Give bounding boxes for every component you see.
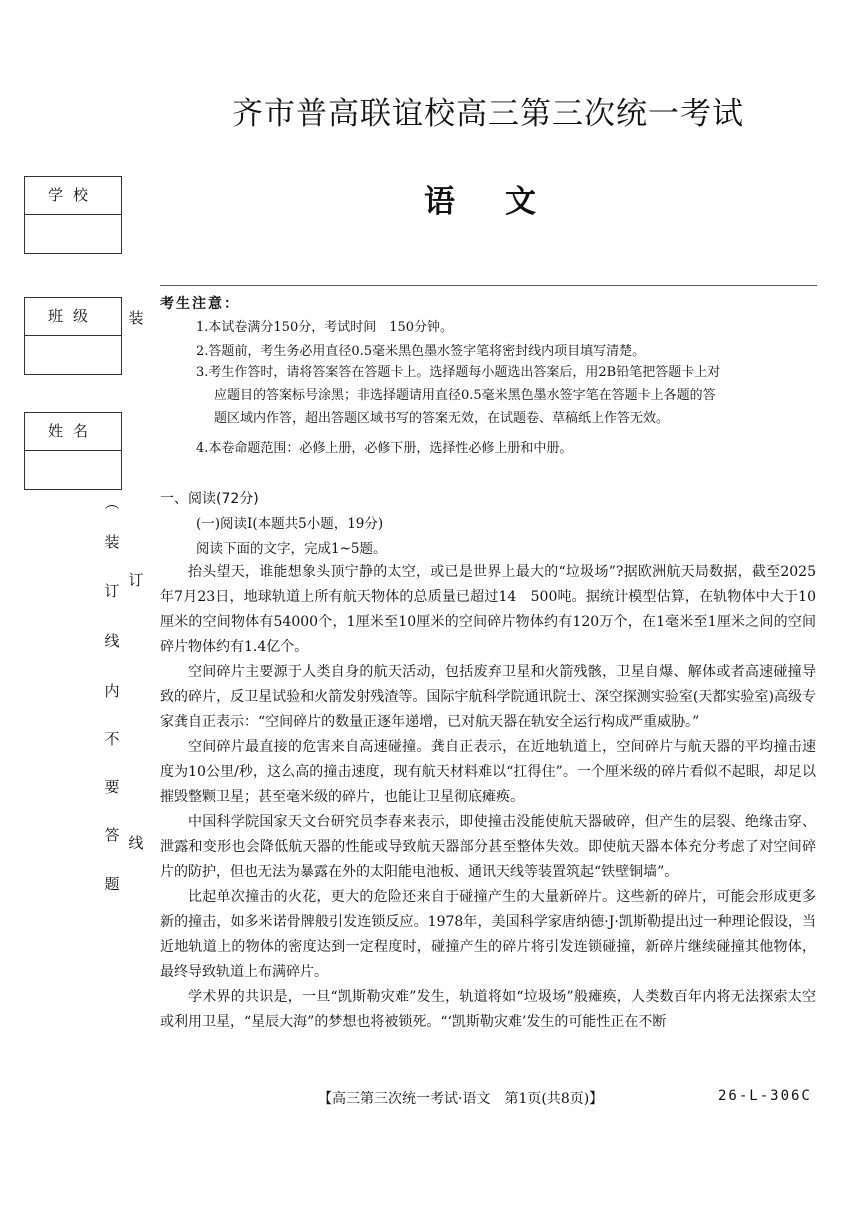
passage-paragraph: 空间碎片最直接的危害来自高速碰撞。龚自正表示，在近地轨道上，空间碎片与航天器的平均撞击速度为10公里/秒，这么高的撞击速度，现有航天材料难以“扛得住”。一个厘米级的碎片看似不起眼，却足以摧毁整颗卫星；甚至毫米级的碎片，也能让卫星彻底瘫痪。 [160,739,816,805]
passage-paragraph: 比起单次撞击的火花，更大的危险还来自于碰撞产生的大量新碎片。这些新的碎片，可能会形成更多新的撞击，如多米诺骨牌般引发连锁反应。1978年，美国科学家唐纳德·J·凯斯勒提出过一种理论假设，当近地轨道上的物体的密度达到一定程度时，碰撞产生的碎片将引发连锁碰撞，新碎片继续碰撞其他物体，最终导致轨道上布满碎片。 [160,889,816,980]
class-field[interactable] [25,336,121,374]
exam-title: 齐市普高联谊校高三第三次统一考试 [232,96,744,132]
paper-code: 26-L-306C [718,1088,812,1104]
subject-title: 语文 [424,184,586,220]
school-label: 学校 [25,177,121,215]
notice-item-1: 1.本试卷满分150分，考试时间 150分钟。 [196,320,454,335]
warning-char: 题 [104,875,120,893]
reading-passage [160,560,816,1035]
reading-instruction: 阅读下面的文字，完成1~5题。 [196,541,387,557]
warning-char: 线 [104,632,120,650]
warning-char: 答 [104,826,120,844]
passage-paragraph: 空间碎片主要源于人类自身的航天活动，包括废弃卫星和火箭残骸，卫星自爆、解体或者高速碰撞导致的碎片，反卫星试验和火箭发射残渣等。国际宇航科学院通讯院士、深空探测实验室(天都实验室)高级专家龚自正表示：“空间碎片的数量正逐年递增，已对航天器在轨安全运行构成严重威胁。” [160,664,816,730]
passage-paragraph: 中国科学院国家天文台研究员李春来表示，即使撞击没能使航天器破碎，但产生的层裂、绝缘击穿、泄露和变形也会降低航天器的性能或导致航天器部分甚至整体失效。即使航天器本体充分考虑了对空间碎片的防护，但也无法为暴露在外的太阳能电池板、通讯天线等装置筑起“铁壁铜墙”。 [160,814,816,880]
notice-item-3-cont: 题区域内作答，超出答题区域书写的答案无效，在试题卷、草稿纸上作答无效。 [214,411,670,426]
warning-char: 订 [104,582,120,600]
passage-paragraph: 学术界的共识是，一旦“凯斯勒灾难”发生，轨道将如“垃圾场”般瘫痪，人类数百年内将无法探索太空或利用卫星，“星辰大海”的梦想也将被锁死。“‘凯斯勒灾难’发生的可能性正在不断 [160,989,816,1030]
header-divider [160,285,817,286]
section-heading: 一、阅读(72分) [160,491,259,507]
subsection-heading: (一)阅读Ⅰ(本题共5小题，19分) [196,516,384,532]
notice-item-3-cont: 应题目的答案标号涂黑；非选择题请用直径0.5毫米黑色墨水签字笔在答题卡上各题的答 [214,388,716,403]
name-box [24,412,122,490]
name-field[interactable] [25,451,121,489]
notice-item-3: 3.考生作答时，请将答案答在答题卡上。选择题每小题选出答案后，用2B铅笔把答题卡上对 [196,365,721,380]
class-label: 班级 [25,298,121,336]
name-label: 姓名 [25,413,121,451]
warning-char: 内 [104,682,120,700]
binding-word-zhuang: 装 [128,309,144,327]
class-box [24,297,122,375]
school-box [24,176,122,254]
warning-char: ︵ [104,494,120,512]
warning-char: 装 [104,533,120,551]
school-field[interactable] [25,215,121,253]
passage-paragraph: 抬头望天，谁能想象头顶宁静的太空，或已是世界上最大的“垃圾场”?据欧洲航天局数据，截至2025年7月23日，地球轨道上所有航天物体的总质量已超过14 500吨。据统计模型估算，在轨物体中大于10厘米的空间物体有54000个，1厘米至10厘米的空间碎片物体约有120万个，在1毫米至1厘米之间的空间碎片物体约有1.4亿个。 [160,564,816,655]
binding-word-xian: 线 [128,834,144,852]
warning-char: 不 [104,730,120,748]
warning-char: 要 [104,778,120,796]
binding-word-ding: 订 [128,571,144,589]
page-footer: 【高三第三次统一考试·语文 第1页(共8页)】 [318,1091,604,1107]
notice-item-4: 4.本卷命题范围：必修上册，必修下册，选择性必修上册和中册。 [196,441,573,456]
notice-item-2: 2.答题前，考生务必用直径0.5毫米黑色墨水签字笔将密封线内项目填写清楚。 [196,344,646,359]
notice-heading: 考生注意： [160,296,240,312]
